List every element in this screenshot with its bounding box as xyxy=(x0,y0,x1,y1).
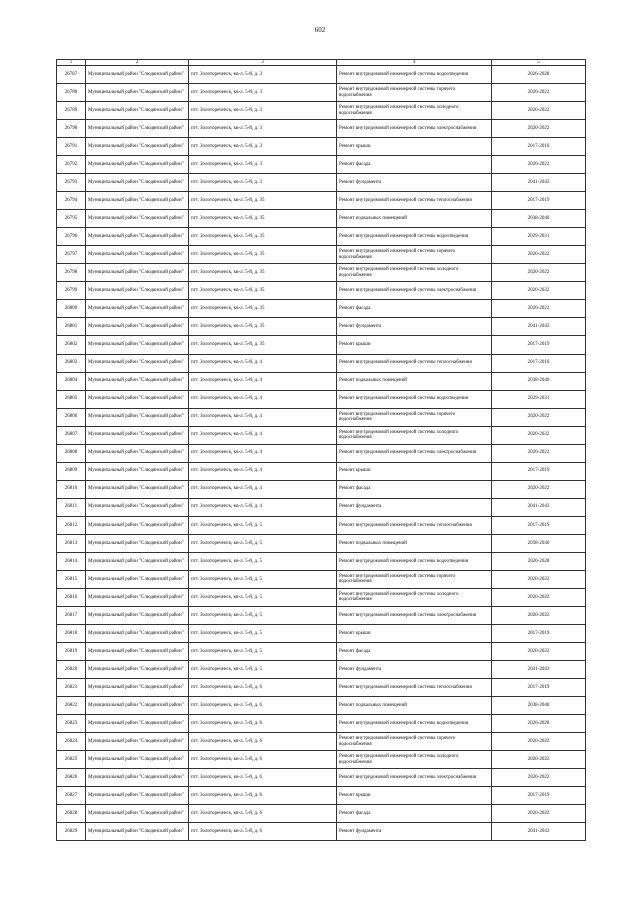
table-row xyxy=(57,210,586,228)
column-header: 4 xyxy=(337,60,492,66)
address-cell: пгт. Золотореченск, кв-л. 5-й, д. 4 xyxy=(189,498,337,516)
table-row xyxy=(57,498,586,516)
table-row xyxy=(57,84,586,102)
address-cell: пгт. Золотореченск, кв-л. 5-й, д. 4 xyxy=(189,408,337,426)
address-cell: пгт. Золотореченск, кв-л. 5-й, д. 5 xyxy=(189,534,337,552)
table-row xyxy=(57,624,586,642)
work-type-cell: Ремонт внутридомовой инженерной системы холодного водоснабжения xyxy=(337,426,492,444)
table-row xyxy=(57,120,586,138)
period-cell: 2017-2019 xyxy=(492,138,586,156)
work-type-cell: Ремонт внутридомовой инженерной системы горячего водоснабжения xyxy=(337,84,492,102)
district-cell: Муниципальный район "Слюдянский район" xyxy=(86,282,189,300)
district-cell: Муниципальный район "Слюдянский район" xyxy=(86,624,189,642)
period-cell: 2020-2022 xyxy=(492,480,586,498)
district-cell: Муниципальный район "Слюдянский район" xyxy=(86,570,189,588)
table-row xyxy=(57,192,586,210)
column-header: 2 xyxy=(86,60,189,66)
period-cell: 2017-2019 xyxy=(492,336,586,354)
district-cell: Муниципальный район "Слюдянский район" xyxy=(86,84,189,102)
address-cell: пгт. Золотореченск, кв-л. 5-й, д. 35 xyxy=(189,210,337,228)
row-id: 26823 xyxy=(57,715,86,733)
work-type-cell: Ремонт внутридомовой инженерной системы электроснабжения xyxy=(337,282,492,300)
period-cell: 2017-2019 xyxy=(492,624,586,642)
table-row xyxy=(57,733,586,751)
period-cell: 2026-2028 xyxy=(492,66,586,84)
work-type-cell: Ремонт внутридомовой инженерной системы теплоснабжения xyxy=(337,354,492,372)
table-row xyxy=(57,300,586,318)
work-type-cell: Ремонт подвальных помещений xyxy=(337,372,492,390)
district-cell: Муниципальный район "Слюдянский район" xyxy=(86,336,189,354)
work-type-cell: Ремонт внутридомовой инженерной системы горячего водоснабжения xyxy=(337,246,492,264)
table-row xyxy=(57,805,586,823)
table-row xyxy=(57,480,586,498)
work-type-cell: Ремонт крыши xyxy=(337,787,492,805)
work-type-cell: Ремонт внутридомовой инженерной системы горячего водоснабжения xyxy=(337,408,492,426)
row-id: 26794 xyxy=(57,192,86,210)
address-cell: пгт. Золотореченск, кв-л. 5-й, д. 4 xyxy=(189,390,337,408)
row-id: 26795 xyxy=(57,210,86,228)
row-id: 26807 xyxy=(57,426,86,444)
period-cell: 2017-2019 xyxy=(492,462,586,480)
district-cell: Муниципальный район "Слюдянский район" xyxy=(86,534,189,552)
table-row xyxy=(57,318,586,336)
district-cell: Муниципальный район "Слюдянский район" xyxy=(86,174,189,192)
work-type-cell: Ремонт фасада xyxy=(337,643,492,661)
address-cell: пгт. Золотореченск, кв-л. 5-й, д. 6 xyxy=(189,733,337,751)
table-row xyxy=(57,246,586,264)
period-cell: 2038-2040 xyxy=(492,697,586,715)
work-schedule-table xyxy=(56,59,586,841)
row-id: 26829 xyxy=(57,823,86,841)
period-cell: 2038-2040 xyxy=(492,534,586,552)
table-row xyxy=(57,570,586,588)
row-id: 26806 xyxy=(57,408,86,426)
district-cell: Муниципальный район "Слюдянский район" xyxy=(86,102,189,120)
district-cell: Муниципальный район "Слюдянский район" xyxy=(86,606,189,624)
district-cell: Муниципальный район "Слюдянский район" xyxy=(86,156,189,174)
work-type-cell: Ремонт крыши xyxy=(337,336,492,354)
address-cell: пгт. Золотореченск, кв-л. 5-й, д. 35 xyxy=(189,192,337,210)
table-row xyxy=(57,156,586,174)
address-cell: пгт. Золотореченск, кв-л. 5-й, д. 4 xyxy=(189,426,337,444)
work-type-cell: Ремонт фасада xyxy=(337,480,492,498)
district-cell: Муниципальный район "Слюдянский район" xyxy=(86,679,189,697)
table-row xyxy=(57,426,586,444)
table-row xyxy=(57,787,586,805)
address-cell: пгт. Золотореченск, кв-л. 5-й, д. 3 xyxy=(189,138,337,156)
table-row xyxy=(57,769,586,787)
period-cell: 2020-2022 xyxy=(492,643,586,661)
row-id: 26801 xyxy=(57,318,86,336)
work-type-cell: Ремонт подвальных помещений xyxy=(337,210,492,228)
district-cell: Муниципальный район "Слюдянский район" xyxy=(86,192,189,210)
row-id: 26793 xyxy=(57,174,86,192)
district-cell: Муниципальный район "Слюдянский район" xyxy=(86,300,189,318)
work-type-cell: Ремонт внутридомовой инженерной системы электроснабжения xyxy=(337,769,492,787)
address-cell: пгт. Золотореченск, кв-л. 5-й, д. 4 xyxy=(189,354,337,372)
row-id: 26799 xyxy=(57,282,86,300)
address-cell: пгт. Золотореченск, кв-л. 5-й, д. 4 xyxy=(189,444,337,462)
period-cell: 2020-2022 xyxy=(492,751,586,769)
district-cell: Муниципальный район "Слюдянский район" xyxy=(86,210,189,228)
work-type-cell: Ремонт фасада xyxy=(337,805,492,823)
row-id: 26809 xyxy=(57,462,86,480)
row-id: 26804 xyxy=(57,372,86,390)
page-number: 602 xyxy=(314,26,326,34)
row-id: 26803 xyxy=(57,354,86,372)
row-id: 26825 xyxy=(57,751,86,769)
work-type-cell: Ремонт внутридомовой инженерной системы электроснабжения xyxy=(337,120,492,138)
district-cell: Муниципальный район "Слюдянский район" xyxy=(86,318,189,336)
work-type-cell: Ремонт фундамента xyxy=(337,498,492,516)
work-type-cell: Ремонт фасада xyxy=(337,300,492,318)
address-cell: пгт. Золотореченск, кв-л. 5-й, д. 4 xyxy=(189,462,337,480)
row-id: 26824 xyxy=(57,733,86,751)
work-type-cell: Ремонт внутридомовой инженерной системы водоотведения xyxy=(337,390,492,408)
row-id: 26800 xyxy=(57,300,86,318)
address-cell: пгт. Золотореченск, кв-л. 5-й, д. 6 xyxy=(189,787,337,805)
district-cell: Муниципальный район "Слюдянский район" xyxy=(86,228,189,246)
row-id: 26789 xyxy=(57,102,86,120)
address-cell: пгт. Золотореченск, кв-л. 5-й, д. 6 xyxy=(189,697,337,715)
address-cell: пгт. Золотореченск, кв-л. 5-й, д. 3 xyxy=(189,174,337,192)
period-cell: 2020-2022 xyxy=(492,444,586,462)
district-cell: Муниципальный район "Слюдянский район" xyxy=(86,769,189,787)
work-type-cell: Ремонт фундамента xyxy=(337,823,492,841)
row-id: 26826 xyxy=(57,769,86,787)
work-type-cell: Ремонт внутридомовой инженерной системы водоотведения xyxy=(337,552,492,570)
address-cell: пгт. Золотореченск, кв-л. 5-й, д. 3 xyxy=(189,84,337,102)
row-id: 26811 xyxy=(57,498,86,516)
work-type-cell: Ремонт внутридомовой инженерной системы горячего водоснабжения xyxy=(337,570,492,588)
row-id: 26813 xyxy=(57,534,86,552)
period-cell: 2020-2022 xyxy=(492,426,586,444)
row-id: 26810 xyxy=(57,480,86,498)
row-id: 26797 xyxy=(57,246,86,264)
period-cell: 2020-2022 xyxy=(492,282,586,300)
district-cell: Муниципальный район "Слюдянский район" xyxy=(86,751,189,769)
table-row xyxy=(57,264,586,282)
table-row xyxy=(57,444,586,462)
district-cell: Муниципальный район "Слюдянский район" xyxy=(86,661,189,679)
row-id: 26828 xyxy=(57,805,86,823)
period-cell: 2020-2022 xyxy=(492,570,586,588)
work-type-cell: Ремонт внутридомовой инженерной системы холодного водоснабжения xyxy=(337,751,492,769)
table-row xyxy=(57,462,586,480)
district-cell: Муниципальный район "Слюдянский район" xyxy=(86,246,189,264)
row-id: 26805 xyxy=(57,390,86,408)
row-id: 26822 xyxy=(57,697,86,715)
district-cell: Муниципальный район "Слюдянский район" xyxy=(86,462,189,480)
period-cell: 2020-2022 xyxy=(492,733,586,751)
district-cell: Муниципальный район "Слюдянский район" xyxy=(86,787,189,805)
table-row xyxy=(57,66,586,84)
table-row xyxy=(57,282,586,300)
table-row xyxy=(57,679,586,697)
period-cell: 2017-2019 xyxy=(492,516,586,534)
address-cell: пгт. Золотореченск, кв-л. 5-й, д. 3 xyxy=(189,120,337,138)
period-cell: 2017-2019 xyxy=(492,679,586,697)
work-type-cell: Ремонт крыши xyxy=(337,138,492,156)
table-row xyxy=(57,606,586,624)
period-cell: 2041-2043 xyxy=(492,823,586,841)
district-cell: Муниципальный район "Слюдянский район" xyxy=(86,66,189,84)
row-id: 26814 xyxy=(57,552,86,570)
row-id: 26788 xyxy=(57,84,86,102)
work-type-cell: Ремонт внутридомовой инженерной системы электроснабжения xyxy=(337,444,492,462)
row-id: 26818 xyxy=(57,624,86,642)
work-type-cell: Ремонт внутридомовой инженерной системы горячего водоснабжения xyxy=(337,733,492,751)
column-header: 1 xyxy=(57,60,86,66)
address-cell: пгт. Золотореченск, кв-л. 5-й, д. 3 xyxy=(189,156,337,174)
row-id: 26815 xyxy=(57,570,86,588)
address-cell: пгт. Золотореченск, кв-л. 5-й, д. 5 xyxy=(189,570,337,588)
work-type-cell: Ремонт внутридомовой инженерной системы холодного водоснабжения xyxy=(337,588,492,606)
work-type-cell: Ремонт подвальных помещений xyxy=(337,697,492,715)
address-cell: пгт. Золотореченск, кв-л. 5-й, д. 5 xyxy=(189,661,337,679)
period-cell: 2017-2019 xyxy=(492,354,586,372)
address-cell: пгт. Золотореченск, кв-л. 5-й, д. 5 xyxy=(189,606,337,624)
row-id: 26791 xyxy=(57,138,86,156)
period-cell: 2020-2022 xyxy=(492,769,586,787)
table-row xyxy=(57,354,586,372)
address-cell: пгт. Золотореченск, кв-л. 5-й, д. 5 xyxy=(189,552,337,570)
period-cell: 2020-2022 xyxy=(492,606,586,624)
period-cell: 2029-2031 xyxy=(492,228,586,246)
period-cell: 2041-2043 xyxy=(492,661,586,679)
row-id: 26817 xyxy=(57,606,86,624)
address-cell: пгт. Золотореченск, кв-л. 5-й, д. 5 xyxy=(189,516,337,534)
period-cell: 2020-2022 xyxy=(492,264,586,282)
address-cell: пгт. Золотореченск, кв-л. 5-й, д. 5 xyxy=(189,643,337,661)
work-type-cell: Ремонт внутридомовой инженерной системы водоотведения xyxy=(337,228,492,246)
period-cell: 2020-2022 xyxy=(492,408,586,426)
address-cell: пгт. Золотореченск, кв-л. 5-й, д. 4 xyxy=(189,372,337,390)
work-type-cell: Ремонт крыши xyxy=(337,624,492,642)
work-type-cell: Ремонт внутридомовой инженерной системы холодного водоснабжения xyxy=(337,102,492,120)
district-cell: Муниципальный район "Слюдянский район" xyxy=(86,498,189,516)
row-id: 26792 xyxy=(57,156,86,174)
address-cell: пгт. Золотореченск, кв-л. 5-й, д. 4 xyxy=(189,480,337,498)
table-row xyxy=(57,516,586,534)
column-header: 5 xyxy=(492,60,586,66)
work-type-cell: Ремонт фундамента xyxy=(337,661,492,679)
period-cell: 2017-2019 xyxy=(492,787,586,805)
row-id: 26798 xyxy=(57,264,86,282)
table-row xyxy=(57,534,586,552)
table-row xyxy=(57,751,586,769)
address-cell: пгт. Золотореченск, кв-л. 5-й, д. 6 xyxy=(189,715,337,733)
row-id: 26827 xyxy=(57,787,86,805)
row-id: 26821 xyxy=(57,679,86,697)
work-type-cell: Ремонт подвальных помещений xyxy=(337,534,492,552)
row-id: 26816 xyxy=(57,588,86,606)
district-cell: Муниципальный район "Слюдянский район" xyxy=(86,264,189,282)
district-cell: Муниципальный район "Слюдянский район" xyxy=(86,588,189,606)
table-row xyxy=(57,697,586,715)
work-type-cell: Ремонт внутридомовой инженерной системы теплоснабжения xyxy=(337,192,492,210)
district-cell: Муниципальный район "Слюдянский район" xyxy=(86,390,189,408)
work-type-cell: Ремонт внутридомовой инженерной системы электроснабжения xyxy=(337,606,492,624)
period-cell: 2026-2028 xyxy=(492,715,586,733)
period-cell: 2017-2019 xyxy=(492,192,586,210)
work-type-cell: Ремонт фундамента xyxy=(337,318,492,336)
district-cell: Муниципальный район "Слюдянский район" xyxy=(86,805,189,823)
district-cell: Муниципальный район "Слюдянский район" xyxy=(86,715,189,733)
work-type-cell: Ремонт внутридомовой инженерной системы водоотведения xyxy=(337,715,492,733)
row-id: 26790 xyxy=(57,120,86,138)
district-cell: Муниципальный район "Слюдянский район" xyxy=(86,372,189,390)
period-cell: 2041-2043 xyxy=(492,498,586,516)
address-cell: пгт. Золотореченск, кв-л. 5-й, д. 35 xyxy=(189,264,337,282)
address-cell: пгт. Золотореченск, кв-л. 5-й, д. 35 xyxy=(189,228,337,246)
address-cell: пгт. Золотореченск, кв-л. 5-й, д. 6 xyxy=(189,679,337,697)
district-cell: Муниципальный район "Слюдянский район" xyxy=(86,516,189,534)
work-type-cell: Ремонт внутридомовой инженерной системы холодного водоснабжения xyxy=(337,264,492,282)
row-id: 26796 xyxy=(57,228,86,246)
district-cell: Муниципальный район "Слюдянский район" xyxy=(86,354,189,372)
period-cell: 2020-2022 xyxy=(492,102,586,120)
period-cell: 2020-2022 xyxy=(492,805,586,823)
table-row xyxy=(57,336,586,354)
table-row xyxy=(57,228,586,246)
table-row xyxy=(57,715,586,733)
district-cell: Муниципальный район "Слюдянский район" xyxy=(86,643,189,661)
address-cell: пгт. Золотореченск, кв-л. 5-й, д. 35 xyxy=(189,282,337,300)
row-id: 26802 xyxy=(57,336,86,354)
district-cell: Муниципальный район "Слюдянский район" xyxy=(86,426,189,444)
address-cell: пгт. Золотореченск, кв-л. 5-й, д. 35 xyxy=(189,300,337,318)
address-cell: пгт. Золотореченск, кв-л. 5-й, д. 3 xyxy=(189,102,337,120)
district-cell: Муниципальный район "Слюдянский район" xyxy=(86,408,189,426)
district-cell: Муниципальный район "Слюдянский район" xyxy=(86,823,189,841)
district-cell: Муниципальный район "Слюдянский район" xyxy=(86,552,189,570)
address-cell: пгт. Золотореченск, кв-л. 5-й, д. 5 xyxy=(189,624,337,642)
address-cell: пгт. Золотореченск, кв-л. 5-й, д. 6 xyxy=(189,805,337,823)
period-cell: 2029-2031 xyxy=(492,390,586,408)
address-cell: пгт. Золотореченск, кв-л. 5-й, д. 3 xyxy=(189,66,337,84)
period-cell: 2020-2022 xyxy=(492,246,586,264)
period-cell: 2041-2043 xyxy=(492,174,586,192)
period-cell: 2020-2022 xyxy=(492,300,586,318)
address-cell: пгт. Золотореченск, кв-л. 5-й, д. 35 xyxy=(189,246,337,264)
row-id: 26819 xyxy=(57,643,86,661)
address-cell: пгт. Золотореченск, кв-л. 5-й, д. 6 xyxy=(189,769,337,787)
work-type-cell: Ремонт внутридомовой инженерной системы теплоснабжения xyxy=(337,516,492,534)
row-id: 26787 xyxy=(57,66,86,84)
address-cell: пгт. Золотореченск, кв-л. 5-й, д. 5 xyxy=(189,588,337,606)
table-row xyxy=(57,643,586,661)
period-cell: 2020-2022 xyxy=(492,120,586,138)
address-cell: пгт. Золотореченск, кв-л. 5-й, д. 6 xyxy=(189,823,337,841)
table-row xyxy=(57,174,586,192)
address-cell: пгт. Золотореченск, кв-л. 5-й, д. 35 xyxy=(189,336,337,354)
work-type-cell: Ремонт внутридомовой инженерной системы теплоснабжения xyxy=(337,679,492,697)
district-cell: Муниципальный район "Слюдянский район" xyxy=(86,120,189,138)
period-cell: 2038-2040 xyxy=(492,210,586,228)
district-cell: Муниципальный район "Слюдянский район" xyxy=(86,444,189,462)
table-row xyxy=(57,102,586,120)
table-row xyxy=(57,390,586,408)
district-cell: Муниципальный район "Слюдянский район" xyxy=(86,697,189,715)
table-row xyxy=(57,588,586,606)
period-cell: 2020-2022 xyxy=(492,156,586,174)
column-header: 3 xyxy=(189,60,337,66)
period-cell: 2020-2022 xyxy=(492,84,586,102)
district-cell: Муниципальный район "Слюдянский район" xyxy=(86,480,189,498)
address-cell: пгт. Золотореченск, кв-л. 5-й, д. 35 xyxy=(189,318,337,336)
table-row xyxy=(57,372,586,390)
district-cell: Муниципальный район "Слюдянский район" xyxy=(86,733,189,751)
period-cell: 2041-2043 xyxy=(492,318,586,336)
work-type-cell: Ремонт фундамента xyxy=(337,174,492,192)
work-type-cell: Ремонт крыши xyxy=(337,462,492,480)
row-id: 26820 xyxy=(57,661,86,679)
table-row xyxy=(57,823,586,841)
period-cell: 2038-2040 xyxy=(492,372,586,390)
table-row xyxy=(57,138,586,156)
row-id: 26812 xyxy=(57,516,86,534)
table-row xyxy=(57,661,586,679)
table-body xyxy=(57,66,586,841)
period-cell: 2026-2028 xyxy=(492,552,586,570)
work-type-cell: Ремонт фасада xyxy=(337,156,492,174)
work-type-cell: Ремонт внутридомовой инженерной системы водоотведения xyxy=(337,66,492,84)
district-cell: Муниципальный район "Слюдянский район" xyxy=(86,138,189,156)
period-cell: 2020-2022 xyxy=(492,588,586,606)
row-id: 26808 xyxy=(57,444,86,462)
table-row xyxy=(57,552,586,570)
address-cell: пгт. Золотореченск, кв-л. 5-й, д. 6 xyxy=(189,751,337,769)
table-row xyxy=(57,408,586,426)
